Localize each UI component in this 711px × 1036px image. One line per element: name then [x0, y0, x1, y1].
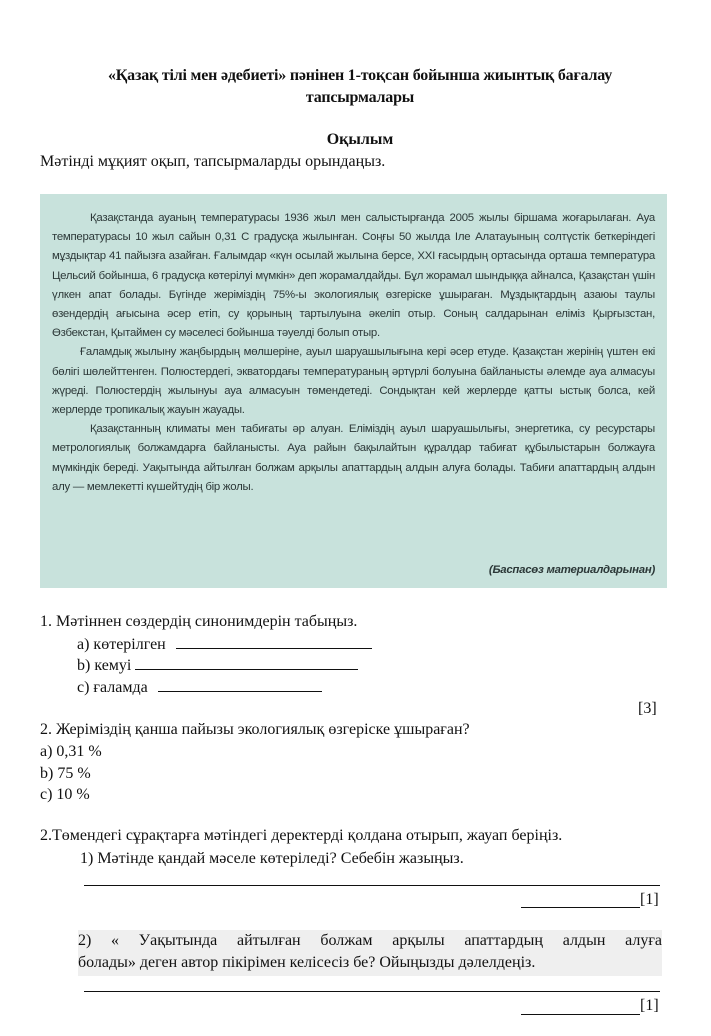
- q2-option-b[interactable]: b) 75 %: [40, 765, 91, 782]
- question-1: 1. Мәтіннен сөздердің синонимдерін табыңыз.: [40, 613, 358, 630]
- q3-sub2-line-2: болады» деген автор пікірімен келісесіз бе? Ойыңызды дәлелдеңіз.: [78, 954, 536, 971]
- answer-blank[interactable]: [135, 655, 358, 670]
- q3-sub2-score: [1]: [640, 997, 659, 1014]
- answer-blank[interactable]: [158, 677, 322, 692]
- question-3: 2.Төмендегі сұрақтарға мәтіндегі деректерді қолдана отырып, жауап беріңіз.: [40, 827, 563, 844]
- q3-sub-2: [78, 930, 662, 976]
- passage-paragraph: Қазақстанда ауаның температурасы 1936 жыл мен салыстырғанда 2005 жылы біршама жоғарылаған. Ауа температурасы 10 жыл сайын 0,31 С градусқа жылынған. Соңғы 50 жылда Іле Алатауының солтүстік беткеріндегі мұздықтар 41 пайызға азайған. Ғалымдар «күн осылай жылына берсе, XXI ғасырдың ортасында орташа температура Цельсий бойынша, 6 градусқа көтерілуі мүмкін» деп жорамалдайды. Бұл жорамал шындыққа айналса, Қазақстан үшін үлкен апат болады. Бүгінде жеріміздің 75%-ы экологиялық өзгеріске ұшыраған. Мұздықтардың азаюы таулы өзендердің ағысына әсер етіп, су қорының тартылуына әкеліп отыр. Соның салдарынан еліміз Қырғызстан, Өзбекстан, Қытаймен су мәселесі бойынша тәуелді болып отыр.: [52, 212, 655, 340]
- q1-item-a: [77, 634, 372, 656]
- passage-source: (Баспасөз материалдарынан): [488, 563, 655, 576]
- q1-item-label: a) көтерілген: [77, 636, 166, 653]
- answer-line-short[interactable]: [521, 1014, 640, 1015]
- q1-item-c: [77, 677, 322, 699]
- q3-sub-1: 1) Мәтінде қандай мәселе көтеріледі? Себебін жазыңыз.: [80, 850, 464, 867]
- q1-score: [3]: [638, 700, 657, 717]
- q1-item-label: b) кемуі: [77, 657, 132, 674]
- q3-sub1-score: [1]: [640, 891, 659, 908]
- question-2: 2. Жеріміздің қанша пайызы экологиялық өзгеріске ұшыраған?: [40, 721, 470, 738]
- passage-paragraph: Қазақстанның климаты мен табиғаты әр алуан. Еліміздің ауыл шаруашылығы, энергетика, су ресурстары метрологиялық болжамдарға байланысты. Ауа райын бақылайтын құралдар табиғат құбылыстарын болжауға мүмкіндік береді. Уақытында айтылған болжам арқылы апаттардың алдын алуға болады. Табиғи апаттардың алдын алу — мемлекетті күшейтудің бір жолы.: [52, 423, 655, 493]
- section-heading: Оқылым: [326, 131, 394, 148]
- q2-option-a[interactable]: а) 0,31 %: [40, 743, 102, 760]
- reading-passage: [40, 194, 667, 588]
- q2-option-c[interactable]: c) 10 %: [40, 786, 90, 803]
- passage-paragraph: Ғаламдық жылыну жаңбырдың мөлшеріне, ауыл шаруашылығына кері әсер етуде. Қазақстан жерінің үштен екі бөлігі шөлейттенген. Полюстердегі, экватордағы температураның әртүрлі болуына байланысты әлемде ауа алмасуы жүреді. Полюстердің жылынуы ауа алмасуын төмендетеді. Сондықтан кей жерлерде қатты ыстық болса, кей жерлерде тропикалық жауын жауады.: [52, 346, 655, 417]
- answer-line[interactable]: [84, 885, 660, 886]
- q1-item-label: c) ғаламда: [77, 679, 148, 696]
- answer-line-short[interactable]: [521, 907, 640, 908]
- answer-line[interactable]: [84, 991, 660, 992]
- title-line-1: «Қазақ тілі мен әдебиеті» пәнінен 1-тоқсан бойынша жиынтық бағалау: [107, 67, 613, 84]
- page-title: [40, 65, 680, 109]
- answer-blank[interactable]: [176, 634, 372, 649]
- q3-sub2-line-1: 2) « Уақытында айтылған болжам арқылы апаттардың алдын алуға: [78, 932, 662, 949]
- instruction-text: Мәтінді мұқият оқып, тапсырмаларды орындаңыз.: [40, 153, 386, 170]
- title-line-2: тапсырмалары: [305, 89, 415, 106]
- q1-item-b: [77, 655, 358, 677]
